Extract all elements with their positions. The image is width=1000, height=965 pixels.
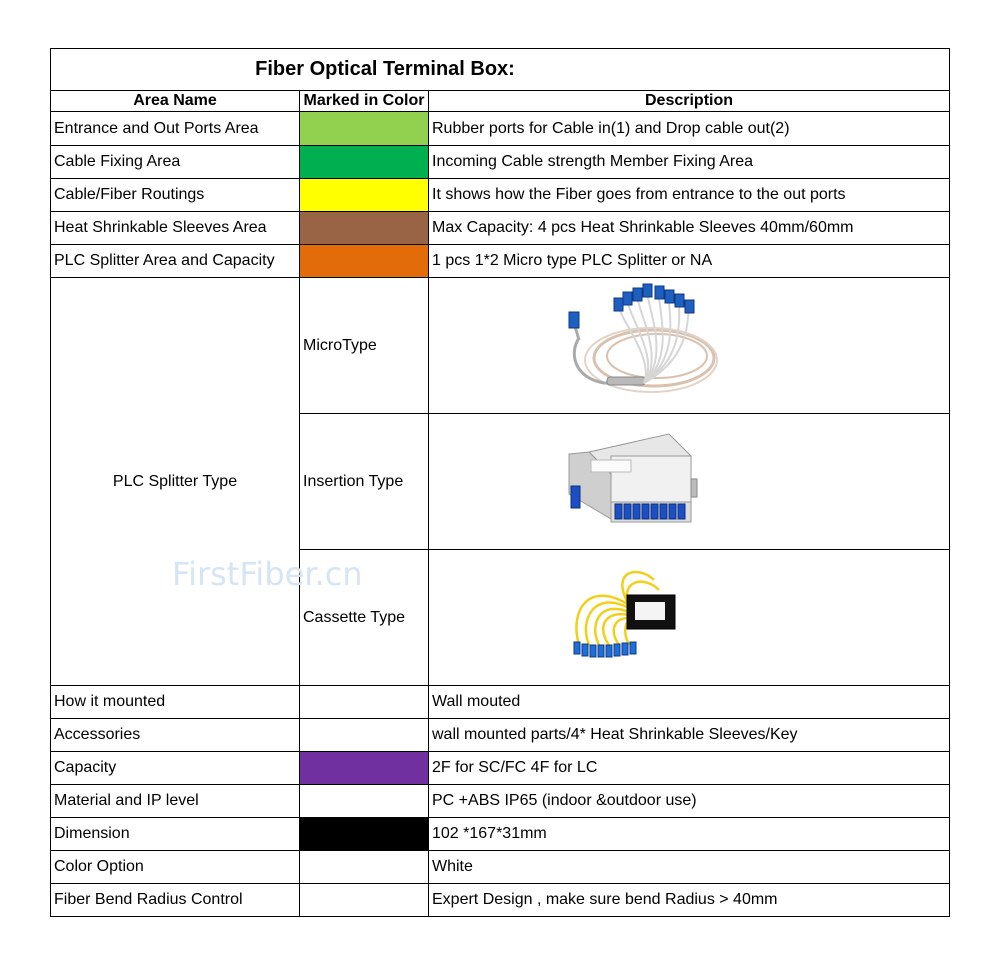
area-name: Heat Shrinkable Sleeves Area [51, 212, 300, 245]
area-name: How it mounted [51, 686, 300, 719]
area-name: Material and IP level [51, 785, 300, 818]
splitter-area-name: PLC Splitter Type [51, 278, 300, 686]
splitter-type-name: MicroType [300, 278, 429, 414]
color-swatch [300, 686, 429, 719]
color-swatch [300, 179, 429, 212]
description: PC +ABS IP65 (indoor &outdoor use) [429, 785, 950, 818]
table-row [51, 245, 950, 278]
description: Expert Design , make sure bend Radius > 40mm [429, 884, 950, 917]
area-name: Cable/Fiber Routings [51, 179, 300, 212]
description: Wall mouted [429, 686, 950, 719]
splitter-type-name: Cassette Type [300, 550, 429, 686]
color-swatch [300, 212, 429, 245]
table-row [51, 179, 950, 212]
color-swatch [300, 818, 429, 851]
splitter-image-cell [429, 550, 950, 686]
insertion-splitter-image [429, 414, 949, 549]
splitter-image-cell [429, 278, 950, 414]
table-row [51, 212, 950, 245]
table-row [51, 884, 950, 917]
description: wall mounted parts/4* Heat Shrinkable Sleeves/Key [429, 719, 950, 752]
splitter-type-name: Insertion Type [300, 414, 429, 550]
table-row [51, 785, 950, 818]
table-title: Fiber Optical Terminal Box: [255, 58, 515, 80]
area-name: Capacity [51, 752, 300, 785]
color-swatch [300, 884, 429, 917]
area-name: Fiber Bend Radius Control [51, 884, 300, 917]
table-row [51, 278, 950, 414]
color-swatch [300, 112, 429, 146]
cassette-splitter-image [429, 550, 949, 685]
watermark: FirstFiber.cn [172, 555, 363, 593]
color-swatch [300, 245, 429, 278]
description: Rubber ports for Cable in(1) and Drop cable out(2) [429, 112, 950, 146]
table-row [51, 752, 950, 785]
table-title-cell [51, 49, 950, 91]
header-description: Description [429, 91, 950, 112]
description: White [429, 851, 950, 884]
header-area-name: Area Name [51, 91, 300, 112]
description: 102 *167*31mm [429, 818, 950, 851]
title-row [51, 49, 950, 91]
color-swatch [300, 752, 429, 785]
table-row [51, 112, 950, 146]
description: 1 pcs 1*2 Micro type PLC Splitter or NA [429, 245, 950, 278]
header-row [51, 91, 950, 112]
spec-sheet [50, 48, 949, 936]
table-row [51, 146, 950, 179]
spec-table [50, 48, 950, 917]
table-row [51, 719, 950, 752]
description: Max Capacity: 4 pcs Heat Shrinkable Sleeves 40mm/60mm [429, 212, 950, 245]
color-swatch [300, 851, 429, 884]
color-swatch [300, 719, 429, 752]
table-row [51, 851, 950, 884]
micro-splitter-image [429, 278, 949, 413]
color-swatch [300, 146, 429, 179]
area-name: Color Option [51, 851, 300, 884]
area-name: Entrance and Out Ports Area [51, 112, 300, 146]
splitter-image-cell [429, 414, 950, 550]
table-row [51, 686, 950, 719]
area-name: Dimension [51, 818, 300, 851]
table-row [51, 818, 950, 851]
area-name: Cable Fixing Area [51, 146, 300, 179]
description: 2F for SC/FC 4F for LC [429, 752, 950, 785]
area-name: Accessories [51, 719, 300, 752]
description: Incoming Cable strength Member Fixing Area [429, 146, 950, 179]
color-swatch [300, 785, 429, 818]
header-marked-color: Marked in Color [300, 91, 429, 112]
area-name: PLC Splitter Area and Capacity [51, 245, 300, 278]
description: It shows how the Fiber goes from entrance to the out ports [429, 179, 950, 212]
